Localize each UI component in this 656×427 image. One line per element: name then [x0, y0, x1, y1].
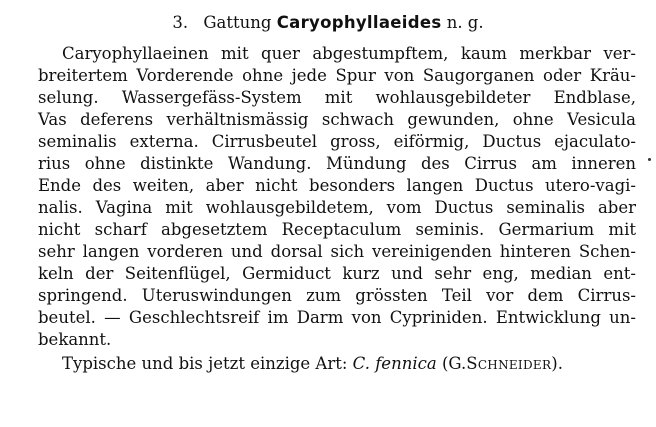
text-line-9: nicht scharf abgesetztem Receptaculum seminis. Germarium mit: [38, 220, 636, 239]
heading-prefix: Gattung: [203, 13, 272, 32]
section-heading: [0, 13, 656, 33]
text-line-14: bekannt.: [38, 330, 112, 349]
text-line-4: Vas deferens verhältnismässig schwach gewunden, ohne Vesicula: [38, 110, 636, 129]
text-line-3: selung. Wassergefäss-System mit wohlausgebildeter Endblase,: [38, 88, 636, 107]
text-line-2: breitertem Vorderende ohne jede Spur von Saugorganen oder Kräu-: [38, 66, 636, 85]
text-line-13: beutel. — Geschlechtsreif im Darm von Cypriniden. Entwicklung un-: [38, 308, 636, 327]
text-line-11: keln der Seitenflügel, Germiduct kurz und sehr eng, median ent-: [38, 264, 636, 283]
margin-speck: [648, 158, 651, 161]
type-species-line: [62, 353, 636, 375]
text-line-10: sehr langen vorderen und dorsal sich vereinigenden hinteren Schen-: [38, 242, 636, 261]
text-line-7: Ende des weiten, aber nicht besonders langen Ductus utero-vagi-: [38, 176, 636, 195]
author-name: Schneider: [466, 354, 552, 373]
species-name: C. fennica: [352, 354, 437, 373]
genus-name: Caryophyllaeides: [276, 13, 442, 32]
text-line-12: springend. Uteruswindungen zum grössten Teil vor dem Cirrus-: [38, 286, 636, 305]
text-line-5: seminalis externa. Cirrusbeutel gross, eiförmig, Ductus ejaculato-: [38, 132, 636, 151]
text-line-8: nalis. Vagina mit wohlausgebildetem, vom Ductus seminalis aber: [38, 198, 636, 217]
heading-suffix: n. g.: [446, 13, 484, 32]
text-line-6: rius ohne distinkte Wandung. Mündung des Cirrus am inneren: [38, 154, 636, 173]
type-species-prefix: Typische und bis jetzt einzige Art:: [62, 354, 348, 373]
text-line-1: Caryophyllaeinen mit quer abgestumpftem, kaum merkbar ver-: [62, 44, 636, 63]
author-open: (G.: [441, 354, 467, 373]
section-number: 3.: [172, 13, 189, 32]
author-close: ).: [551, 354, 563, 373]
